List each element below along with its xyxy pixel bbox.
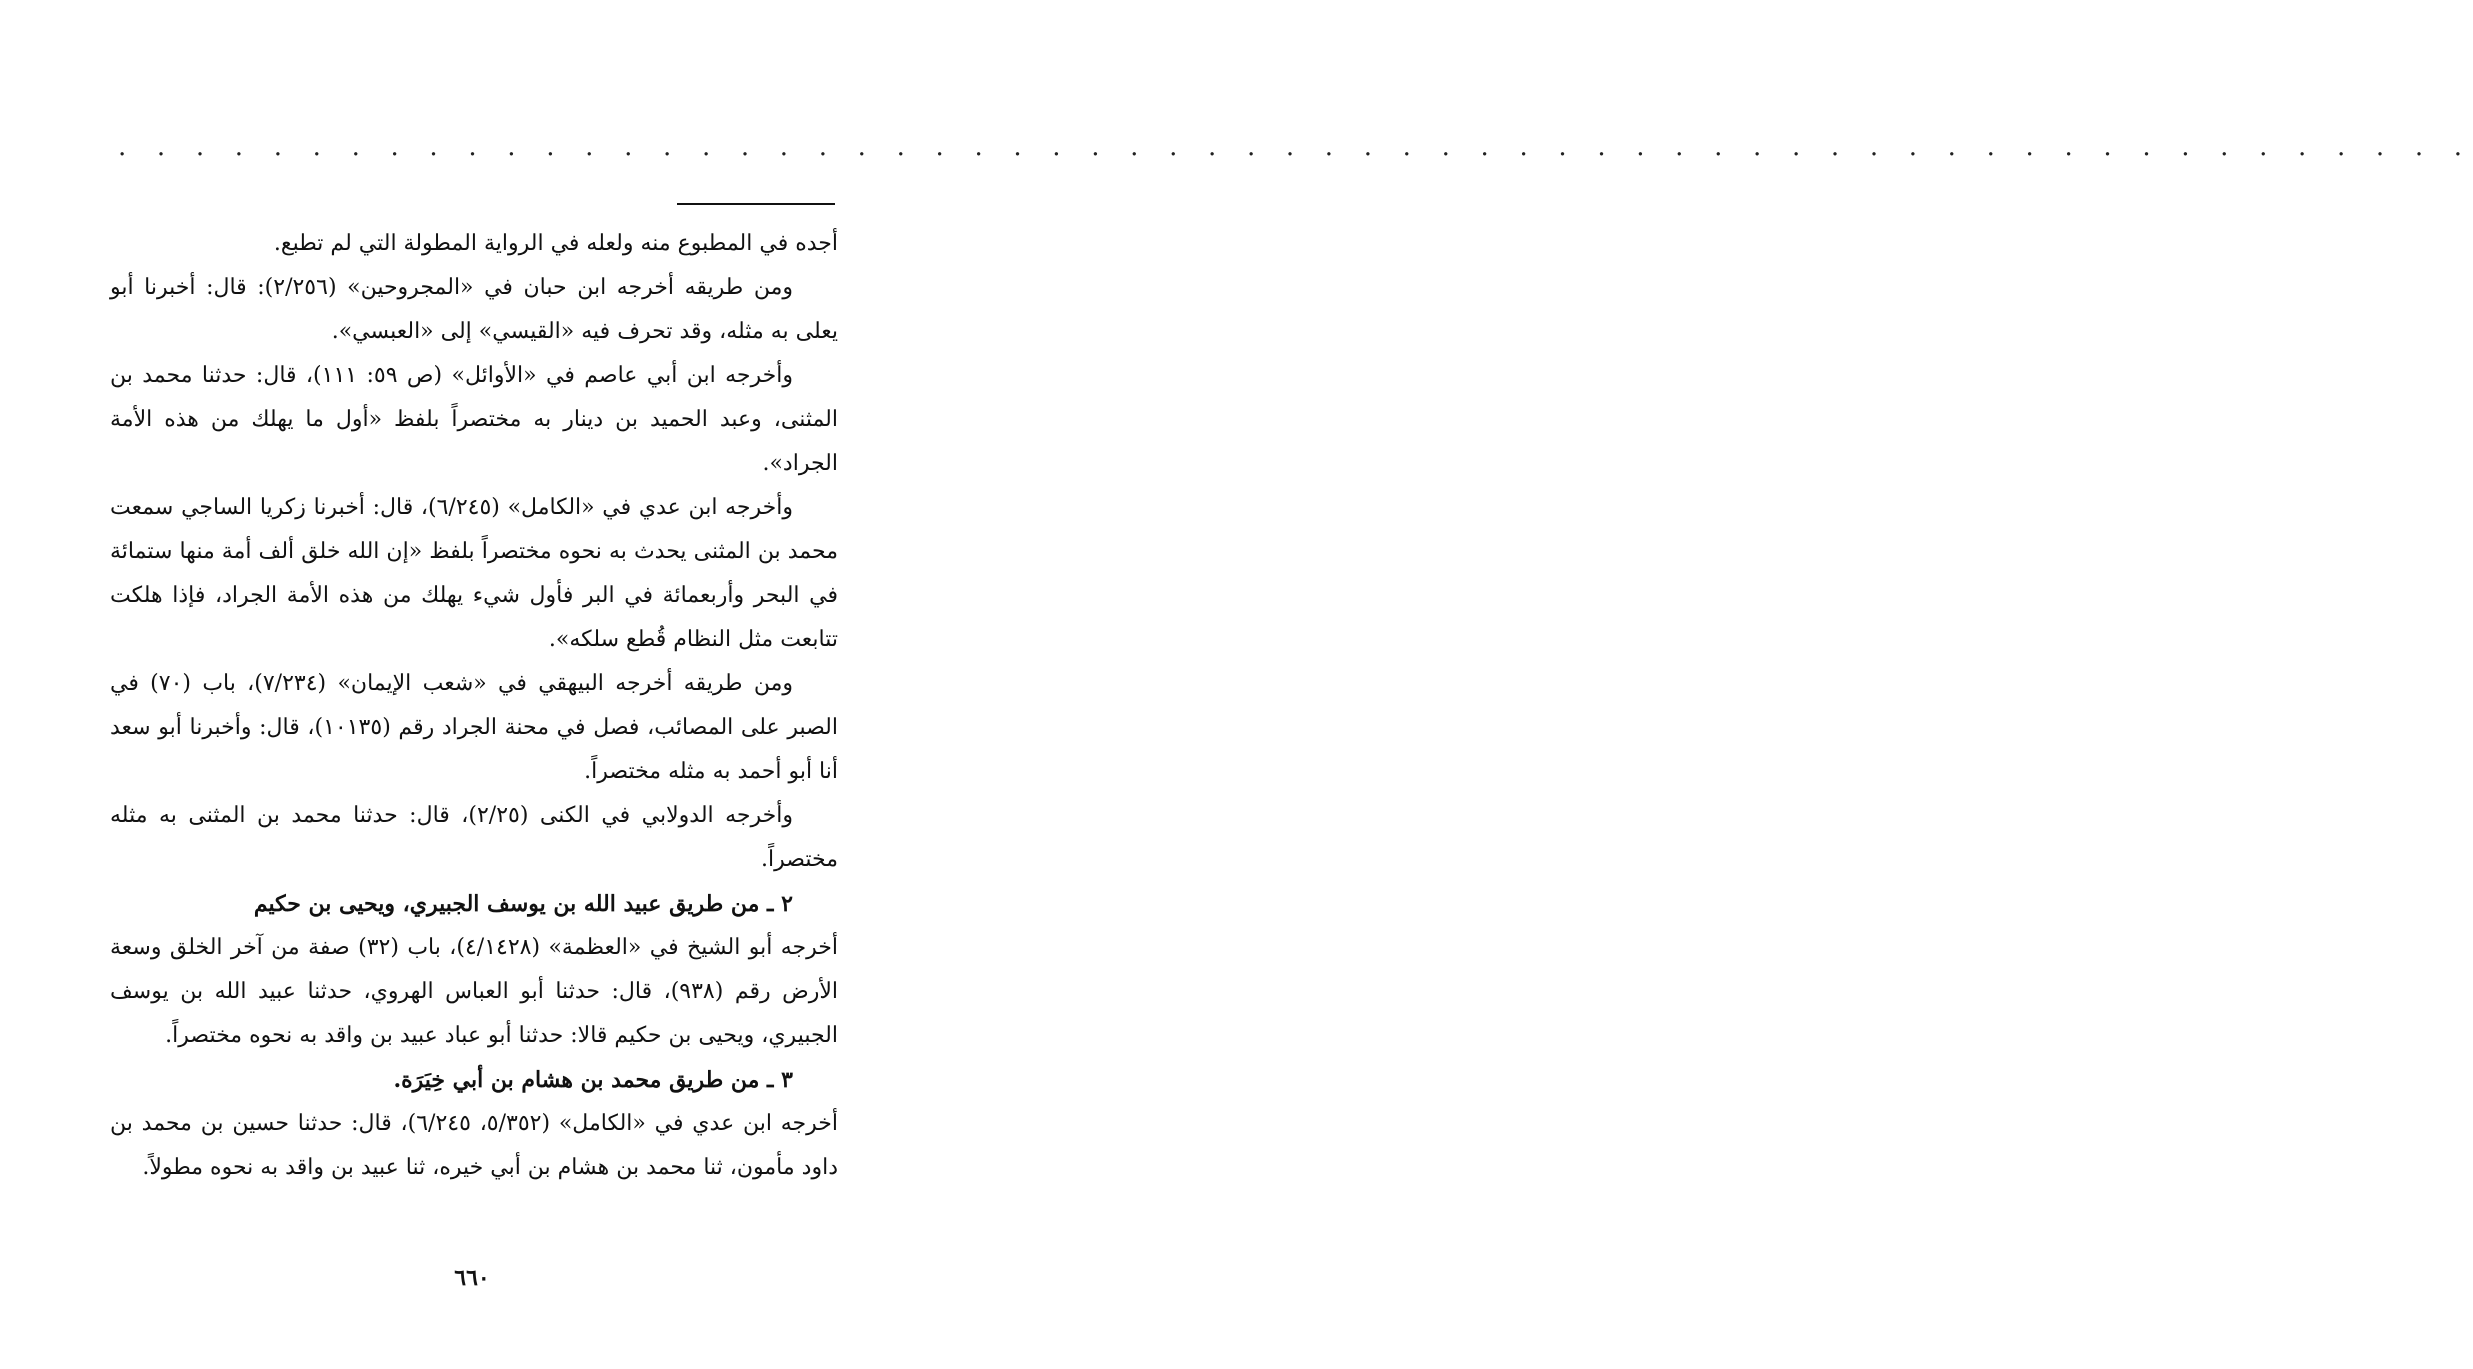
section-heading-3: ٣ ـ من طريق محمد بن هشام بن أبي خِيَرَة. — [393, 1067, 793, 1093]
paragraph-7: أخرجه أبو الشيخ في «العظمة» (٤/١٤٢٨)، باب (٣٢) صفة من آخر الخلق وسعة الأرض رقم (٩٣٨)، قال: حدثنا أبو العباس الهروي، حدثنا عبيد الله بن يوسف الجبيري، ويحيى بن حكيم قالا: حدثنا أبو عباد عبيد بن واقد به نحوه مختصراً. — [110, 935, 838, 1048]
page-body — [110, 222, 838, 1190]
paragraph-1: أجده في المطبوع منه ولعله في الرواية المطولة التي لم تطبع. — [273, 231, 838, 256]
paragraph-3: وأخرجه ابن أبي عاصم في «الأوائل» (ص ٥٩: ١١١)، قال: حدثنا محمد بن المثنى، وعبد الحميد بن دينار به مختصراً بلفظ «أول ما يهلك من هذه الأمة الجراد». — [110, 363, 838, 476]
separator-dots: . . . . . . . . . . . . . . . . . . . . . . . . . . . . . . . . . . . . . . . . . . . . . . . . . . . . . . . . . . . . . — [118, 132, 2473, 162]
section-heading-2: ٢ ـ من طريق عبيد الله بن يوسف الجبيري، ويحيى بن حكيم — [253, 891, 793, 917]
footnote-rule — [677, 203, 835, 205]
paragraph-6: وأخرجه الدولابي في الكنى (٢/٢٥)، قال: حدثنا محمد بن المثنى به مثله مختصراً. — [110, 803, 838, 872]
page-number: ٦٦٠ — [454, 1265, 490, 1291]
paragraph-5: ومن طريقه أخرجه البيهقي في «شعب الإيمان» (٧/٢٣٤)، باب (٧٠) في الصبر على المصائب، فصل في محنة الجراد رقم (١٠١٣٥)، قال: وأخبرنا أبو سعد أنا أبو أحمد به مثله مختصراً. — [110, 671, 838, 784]
paragraph-2: ومن طريقه أخرجه ابن حبان في «المجروحين» (٢/٢٥٦): قال: أخبرنا أبو يعلى به مثله، وقد تحرف فيه «القيسي» إلى «العبسي». — [110, 275, 838, 344]
paragraph-8: أخرجه ابن عدي في «الكامل» (٥/٣٥٢، ٦/٢٤٥)، قال: حدثنا حسين بن محمد بن داود مأمون، ثنا محمد بن هشام بن أبي خيره، ثنا عبيد بن واقد به نحوه مطولاً. — [110, 1111, 838, 1180]
paragraph-4: وأخرجه ابن عدي في «الكامل» (٦/٢٤٥)، قال: أخبرنا زكريا الساجي سمعت محمد بن المثنى يحدث به نحوه مختصراً بلفظ «إن الله خلق ألف أمة منها ستمائة في البحر وأربعمائة في البر فأول شيء يهلك من هذه الأمة الجراد، فإذا هلكت تتابعت مثل النظام قُطع سلكه». — [110, 495, 838, 652]
